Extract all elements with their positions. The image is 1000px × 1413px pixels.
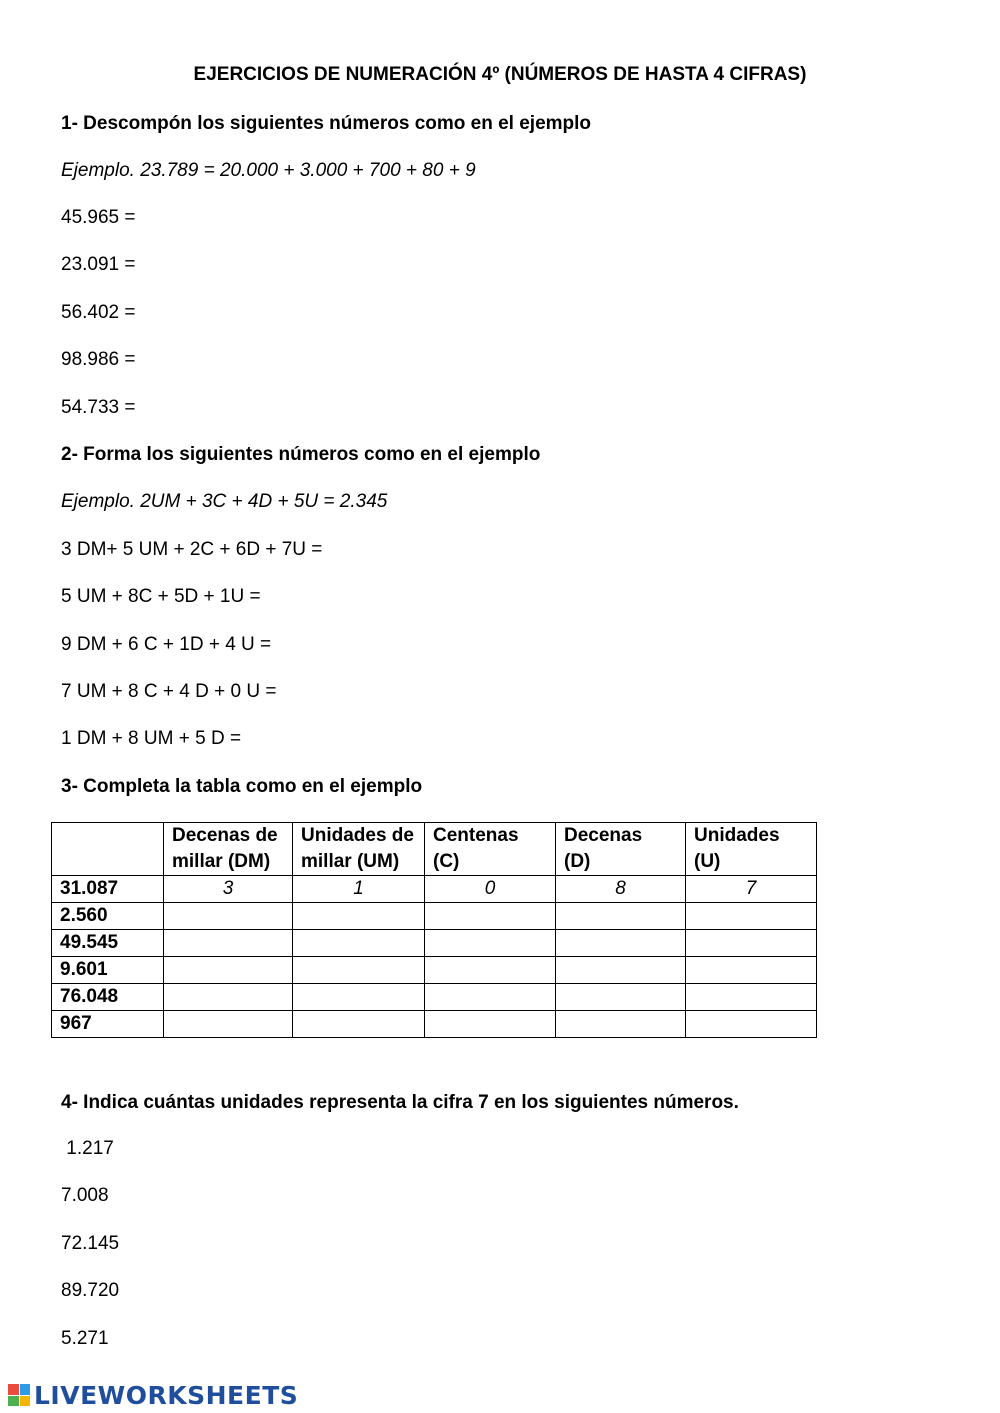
cell-dm[interactable]	[164, 903, 293, 930]
cell-u[interactable]	[686, 984, 817, 1011]
table-header-cell	[52, 823, 164, 876]
exercise-2-item: 5 UM + 8C + 5D + 1U =	[61, 586, 261, 607]
table-header-cell: Decenas de millar (DM)	[164, 823, 293, 876]
page-title: EJERCICIOS DE NUMERACIÓN 4º (NÚMEROS DE HASTA 4 CIFRAS)	[193, 64, 807, 85]
cell-dm[interactable]	[164, 984, 293, 1011]
exercise-4-item: 7.008	[61, 1185, 109, 1206]
row-number: 49.545	[52, 930, 164, 957]
cell-u[interactable]	[686, 1011, 817, 1038]
table-header-cell: Decenas (D)	[556, 823, 686, 876]
exercise-2-item: 1 DM + 8 UM + 5 D =	[61, 728, 242, 749]
cell-u[interactable]	[686, 903, 817, 930]
cell-c[interactable]	[425, 984, 556, 1011]
brand-name: LIVEWORKSHEETS	[34, 1380, 299, 1410]
exercise-1-item: 56.402 =	[61, 302, 136, 323]
cell-d[interactable]	[556, 903, 686, 930]
exercise-2-item: 3 DM+ 5 UM + 2C + 6D + 7U =	[61, 539, 323, 560]
exercise-3-heading: 3- Completa la tabla como en el ejemplo	[61, 776, 423, 797]
exercise-4-item: 89.720	[61, 1280, 120, 1301]
exercise-1-item: 54.733 =	[61, 397, 136, 418]
cell-u[interactable]	[686, 957, 817, 984]
exercise-1-heading: 1- Descompón los siguientes números como en el ejemplo	[61, 113, 592, 134]
table-row	[52, 903, 817, 930]
row-number: 2.560	[52, 903, 164, 930]
row-number: 9.601	[52, 957, 164, 984]
row-number: 31.087	[52, 876, 164, 903]
cell-c[interactable]	[425, 1011, 556, 1038]
cell-dm[interactable]	[164, 957, 293, 984]
cell-d[interactable]	[556, 984, 686, 1011]
table-header-row	[52, 823, 817, 876]
cell-um[interactable]	[293, 1011, 425, 1038]
cell-u[interactable]	[686, 930, 817, 957]
place-value-table	[51, 822, 817, 1038]
exercise-1-item: 98.986 =	[61, 349, 136, 370]
exercise-2-example: Ejemplo. 2UM + 3C + 4D + 5U = 2.345	[61, 491, 388, 512]
cell-dm: 3	[164, 876, 293, 903]
cell-um[interactable]	[293, 930, 425, 957]
exercise-2-heading: 2- Forma los siguientes números como en el ejemplo	[61, 444, 541, 465]
cell-um: 1	[293, 876, 425, 903]
exercise-1-example: Ejemplo. 23.789 = 20.000 + 3.000 + 700 + 80 + 9	[61, 160, 476, 181]
exercise-4-item: 1.217	[61, 1138, 114, 1159]
table-header-cell: Centenas (C)	[425, 823, 556, 876]
exercise-1-item: 23.091 =	[61, 254, 136, 275]
cell-c[interactable]	[425, 903, 556, 930]
exercise-4-item: 5.271	[61, 1328, 109, 1349]
cell-d[interactable]	[556, 930, 686, 957]
cell-dm[interactable]	[164, 930, 293, 957]
table-row	[52, 1011, 817, 1038]
cell-c: 0	[425, 876, 556, 903]
table-header-cell: Unidades (U)	[686, 823, 817, 876]
cell-u: 7	[686, 876, 817, 903]
table-row	[52, 957, 817, 984]
cell-dm[interactable]	[164, 1011, 293, 1038]
exercise-2-item: 7 UM + 8 C + 4 D + 0 U =	[61, 681, 277, 702]
exercise-4-heading: 4- Indica cuántas unidades representa la cifra 7 en los siguientes números.	[61, 1092, 739, 1113]
liveworksheets-logo[interactable]	[8, 1380, 298, 1410]
exercise-2-item: 9 DM + 6 C + 1D + 4 U =	[61, 634, 272, 655]
cell-c[interactable]	[425, 930, 556, 957]
table-row	[52, 930, 817, 957]
cell-um[interactable]	[293, 984, 425, 1011]
exercise-1-item: 45.965 =	[61, 207, 136, 228]
row-number: 76.048	[52, 984, 164, 1011]
table-header-cell: Unidades de millar (UM)	[293, 823, 425, 876]
cell-um[interactable]	[293, 903, 425, 930]
cell-um[interactable]	[293, 957, 425, 984]
cell-d: 8	[556, 876, 686, 903]
cell-c[interactable]	[425, 957, 556, 984]
logo-squares-icon	[8, 1384, 30, 1406]
cell-d[interactable]	[556, 1011, 686, 1038]
exercise-4-item: 72.145	[61, 1233, 120, 1254]
table-row	[52, 876, 817, 903]
row-number: 967	[52, 1011, 164, 1038]
cell-d[interactable]	[556, 957, 686, 984]
table-row	[52, 984, 817, 1011]
